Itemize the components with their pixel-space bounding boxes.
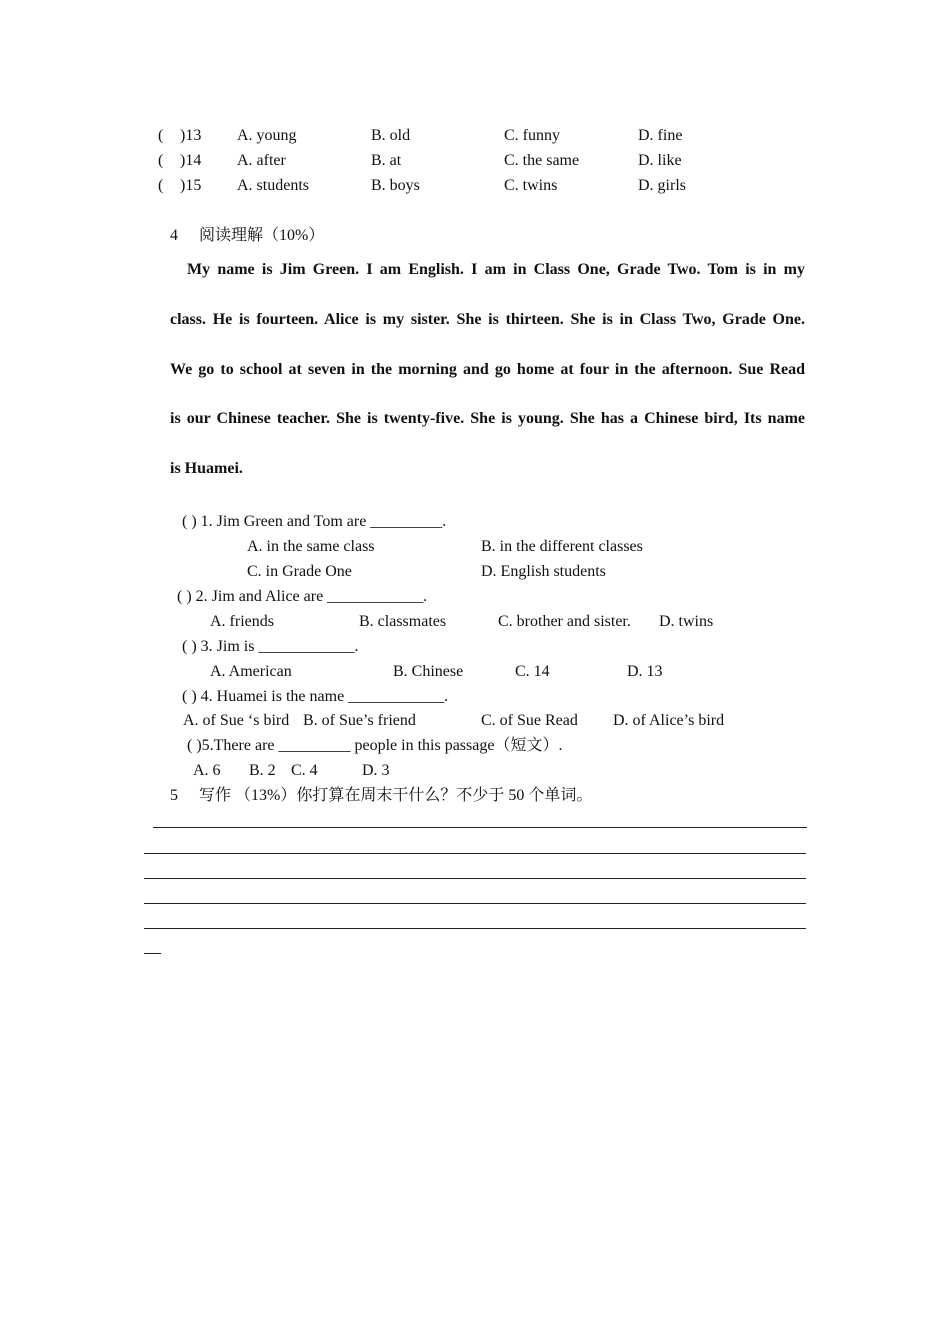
- option-b[interactable]: B. at: [371, 152, 402, 169]
- question-stem[interactable]: ( ) 3. Jim is ____________.: [182, 638, 359, 655]
- option-c[interactable]: C. in Grade One: [247, 563, 352, 580]
- writing-line[interactable]: [144, 853, 806, 854]
- section-number: 5: [170, 787, 178, 804]
- writing-line[interactable]: [144, 903, 806, 904]
- option-b[interactable]: B. old: [371, 127, 411, 144]
- option-b[interactable]: B. in the different classes: [481, 538, 643, 555]
- option-c[interactable]: C. 14: [515, 663, 550, 680]
- answer-paren[interactable]: (: [158, 177, 164, 194]
- passage-line: class. He is fourteen. Alice is my sister. She is thirteen. She is in Class Two, Grade One.: [170, 311, 805, 328]
- question-stem[interactable]: ( ) 2. Jim and Alice are ____________.: [177, 588, 428, 605]
- option-a[interactable]: A. of Sue ‘s bird: [183, 712, 290, 729]
- question-stem[interactable]: ( ) 1. Jim Green and Tom are _________.: [182, 513, 447, 530]
- passage-line: We go to school at seven in the morning and go home at four in the afternoon. Sue Read: [170, 361, 805, 378]
- option-b[interactable]: B. of Sue’s friend: [303, 712, 416, 729]
- passage-line: My name is Jim Green. I am English. I am in Class One, Grade Two. Tom is in my: [187, 261, 805, 278]
- option-d[interactable]: D. of Alice’s bird: [613, 712, 725, 729]
- option-d[interactable]: D. twins: [659, 613, 714, 630]
- option-b[interactable]: B. boys: [371, 177, 420, 194]
- option-d[interactable]: D. 3: [362, 762, 390, 779]
- writing-line[interactable]: [144, 953, 161, 954]
- option-c[interactable]: C. the same: [504, 152, 580, 169]
- option-d[interactable]: D. girls: [638, 177, 686, 194]
- question-number: )15: [180, 177, 202, 194]
- option-b[interactable]: B. classmates: [359, 613, 447, 630]
- option-d[interactable]: D. like: [638, 152, 682, 169]
- question-number: )13: [180, 127, 202, 144]
- option-a[interactable]: A. young: [237, 127, 297, 144]
- question-stem[interactable]: ( )5.There are _________ people in this passage（短文）.: [187, 737, 563, 754]
- question-stem[interactable]: ( ) 4. Huamei is the name ____________.: [182, 688, 449, 705]
- option-a[interactable]: A. students: [237, 177, 309, 194]
- writing-line[interactable]: [144, 878, 806, 879]
- option-a[interactable]: A. after: [237, 152, 286, 169]
- reading-passage: [170, 260, 805, 480]
- answer-paren[interactable]: (: [158, 127, 164, 144]
- option-a[interactable]: A. friends: [210, 613, 274, 630]
- passage-line: is our Chinese teacher. She is twenty-five. She is young. She has a Chinese bird, Its name: [170, 410, 805, 427]
- passage-line: is Huamei.: [170, 460, 243, 477]
- writing-line[interactable]: [144, 928, 806, 929]
- section-number: 4: [170, 227, 178, 244]
- option-c[interactable]: C. 4: [291, 762, 318, 779]
- section-heading: 阅读理解（10%）: [199, 227, 325, 244]
- option-b[interactable]: B. 2: [249, 762, 276, 779]
- option-d[interactable]: D. fine: [638, 127, 683, 144]
- option-a[interactable]: A. American: [210, 663, 292, 680]
- option-d[interactable]: D. 13: [627, 663, 663, 680]
- option-c[interactable]: C. of Sue Read: [481, 712, 578, 729]
- option-c[interactable]: C. funny: [504, 127, 560, 144]
- question-number: )14: [180, 152, 202, 169]
- option-a[interactable]: A. 6: [193, 762, 221, 779]
- writing-line[interactable]: [153, 827, 807, 828]
- writing-prompt: 写作 （13%）你打算在周末干什么？不少于 50 个单词。: [199, 787, 593, 804]
- option-a[interactable]: A. in the same class: [247, 538, 375, 555]
- option-d[interactable]: D. English students: [481, 563, 606, 580]
- option-c[interactable]: C. brother and sister.: [498, 613, 631, 630]
- answer-paren[interactable]: (: [158, 152, 164, 169]
- option-c[interactable]: C. twins: [504, 177, 558, 194]
- option-b[interactable]: B. Chinese: [393, 663, 464, 680]
